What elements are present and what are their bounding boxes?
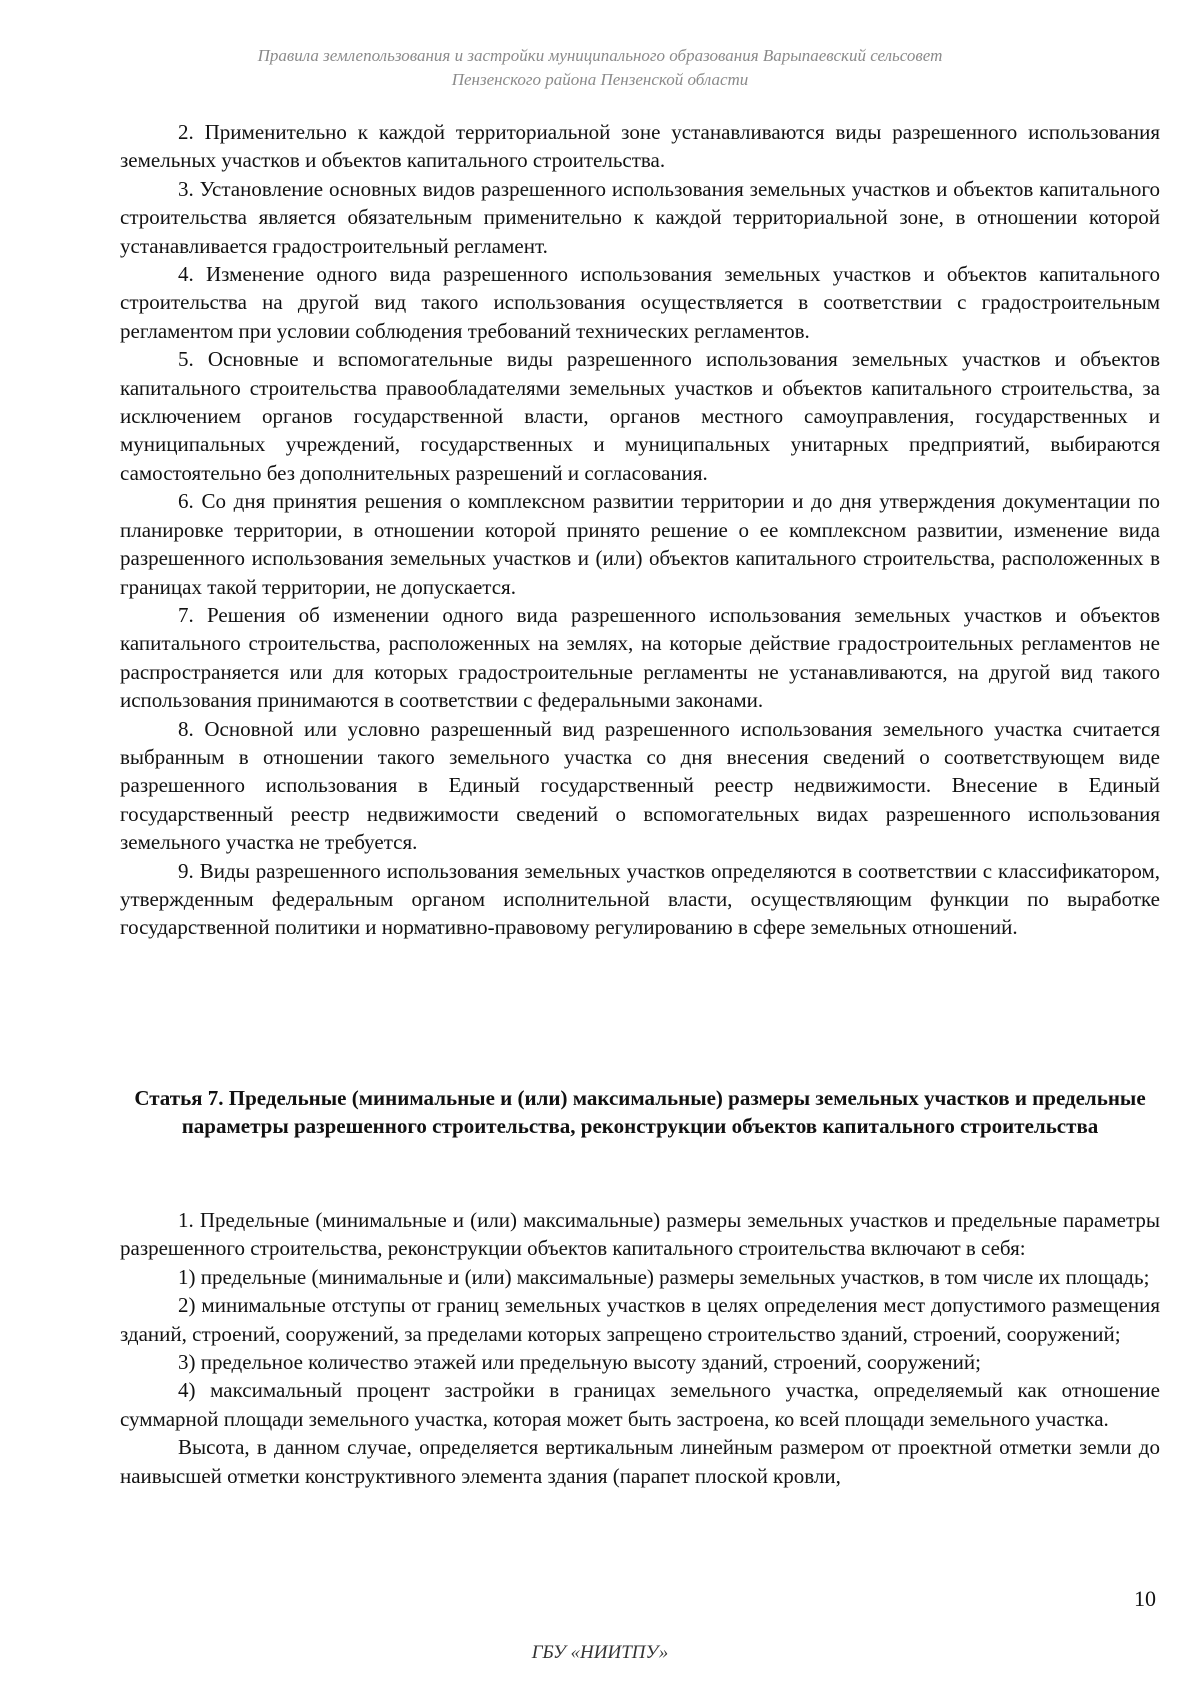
paragraph-6: 6. Со дня принятия решения о комплексном развитии территории и до дня утверждения документации по планировке территории, в отношении которой принято решение о ее комплексном развитии, изменение вида разрешенного использования земельных участков и (или) объектов капитального строительства, расположенных в границах такой территории, не допускается. <box>120 489 1160 599</box>
article-item-2: 2) минимальные отступы от границ земельных участков в целях определения мест допустимого размещения зданий, строений, сооружений, за пределами которых запрещено строительство зданий, строений, сооружений; <box>120 1293 1160 1346</box>
paragraph-8: 8. Основной или условно разрешенный вид разрешенного использования земельного участка считается выбранным в отношении такого земельного участка со дня внесения сведений о соответствующем виде разрешенного использования в Единый государственный реестр недвижимости. Внесение в Единый государственный реестр недвижимости сведений о вспомогательных видах разрешенного использования земельного участка не требуется. <box>120 716 1160 855</box>
running-header <box>150 44 1050 92</box>
paragraph-9: 9. Виды разрешенного использования земельных участков определяются в соответствии с классификатором, утвержденным федеральным органом исполнительной власти, осуществляющим функции по выработке государственной политики и нормативно-правовому регулированию в сфере земельных отношений. <box>120 858 1160 940</box>
paragraph-3: 3. Установление основных видов разрешенного использования земельных участков и объектов капитального строительства является обязательным применительно к каждой территориальной зоне, в отношении которой устанавливается градостроительный регламент. <box>120 176 1160 258</box>
running-footer: ГБУ «НИИТПУ» <box>531 1642 669 1663</box>
paragraph-5: 5. Основные и вспомогательные виды разрешенного использования земельных участков и объектов капитального строительства правообладателями земельных участков и объектов капитального строительства, за исключением органов государственной власти, органов местного самоуправления, государственных и муниципальных учреждений, государственных и муниципальных унитарных предприятий, выбираются самостоятельно без дополнительных разрешений и согласования. <box>120 347 1160 485</box>
article-item-3: 3) предельное количество этажей или предельную высоту зданий, строений, сооружений; <box>178 1350 981 1375</box>
page-number: 10 <box>1134 1586 1156 1611</box>
article-7-heading: Статья 7. Предельные (минимальные и (или) максимальные) размеры земельных участков и предельные параметры разрешенного строительства, реконструкции объектов капитального строительства <box>134 1086 1146 1139</box>
paragraph-7: 7. Решения об изменении одного вида разрешенного использования земельных участков и объектов капитального строительства, расположенных на землях, на которые действие градостроительных регламентов не распространяется или для которых градостроительные регламенты не устанавливаются, на другой вид такого использования принимаются в соответствии с федеральными законами. <box>120 602 1160 713</box>
article-item-1: 1) предельные (минимальные и (или) максимальные) размеры земельных участков, в том числе их площадь; <box>178 1264 1150 1289</box>
paragraph-2: 2. Применительно к каждой территориальной зоне устанавливаются виды разрешенного использования земельных участков и объектов капитального строительства. <box>120 120 1160 173</box>
running-header-line-1: Правила землепользования и застройки муниципального образования Варыпаевский сельсовет <box>257 46 943 65</box>
article-7-text <box>120 1206 1160 1490</box>
article-paragraph-1: 1. Предельные (минимальные и (или) максимальные) размеры земельных участков и предельные параметры разрешенного строительства, реконструкции объектов капитального строительства включают в себя: <box>120 1208 1160 1261</box>
running-header-line-2: Пензенского района Пензенской области <box>451 70 749 89</box>
article-height-note: Высота, в данном случае, определяется вертикальным линейным размером от проектной отметки земли до наивысшей отметки конструктивного элемента здания (парапет плоской кровли, <box>120 1435 1160 1488</box>
body-text <box>120 118 1160 942</box>
article-item-4: 4) максимальный процент застройки в границах земельного участка, определяемый как отношение суммарной площади земельного участка, которая может быть застроена, ко всей площади земельного участка. <box>120 1378 1160 1431</box>
paragraph-4: 4. Изменение одного вида разрешенного использования земельных участков и объектов капитального строительства на другой вид такого использования осуществляется в соответствии с градостроительным регламентом при условии соблюдения требований технических регламентов. <box>120 262 1160 343</box>
